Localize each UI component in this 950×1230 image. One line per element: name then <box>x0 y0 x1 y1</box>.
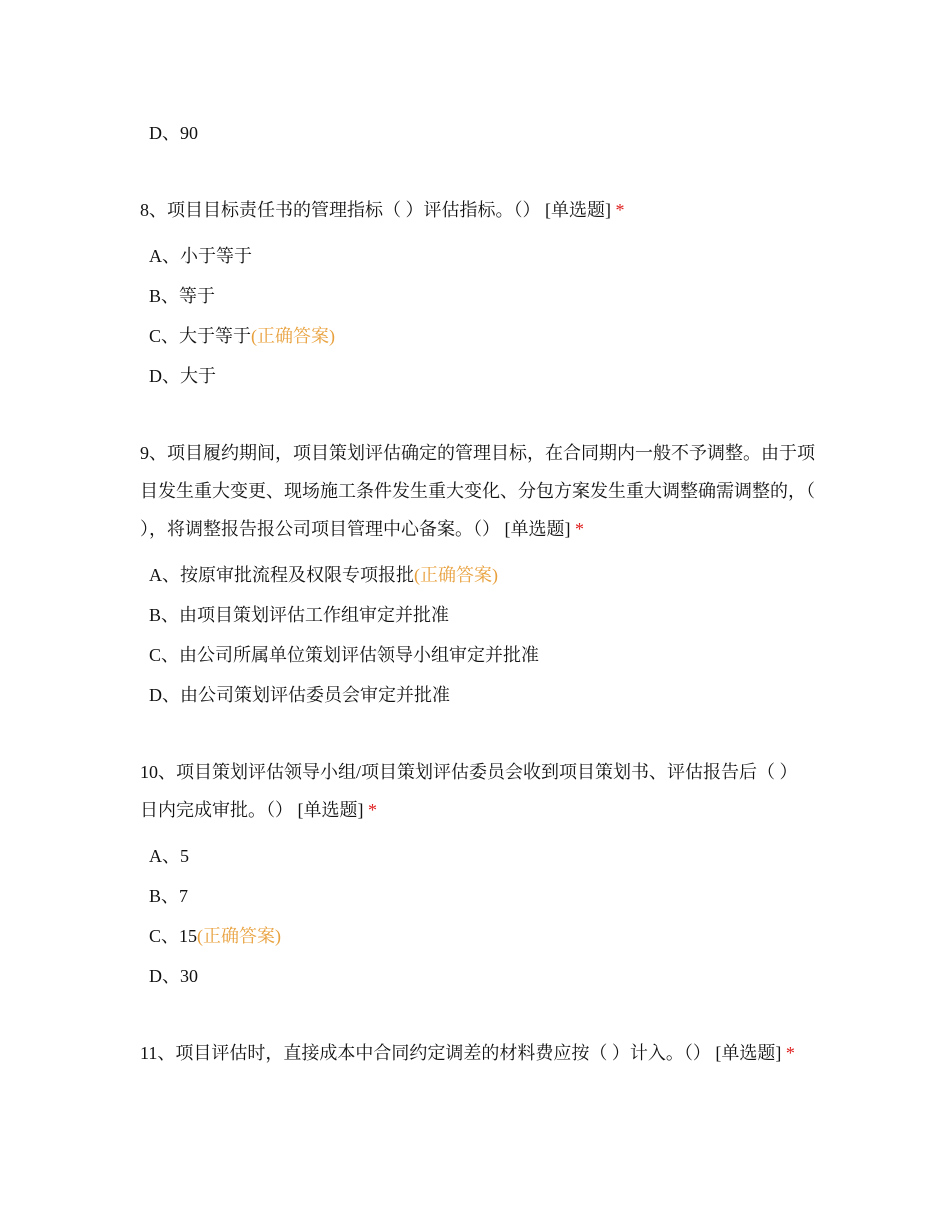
option <box>140 356 815 396</box>
option-text: A、5 <box>149 846 189 866</box>
option-text: B、7 <box>149 886 189 906</box>
option-text: C、由公司所属单位策划评估领导小组审定并批准 <box>149 645 540 665</box>
option-text: B、等于 <box>149 286 216 306</box>
option-text: C、大于等于 <box>149 326 252 346</box>
option-text: A、按原审批流程及权限专项报批 <box>149 565 414 585</box>
option-text: B、由项目策划评估工作组审定并批准 <box>149 605 450 625</box>
correct-answer-marker: (正确答案) <box>414 565 498 585</box>
option <box>140 675 815 715</box>
option-text: D、30 <box>149 966 198 986</box>
option <box>140 956 815 996</box>
option-text: A、小于等于 <box>149 246 252 266</box>
quiz-document <box>140 113 815 1079</box>
required-star: * <box>575 519 584 539</box>
option <box>140 316 815 356</box>
question-text: 11、项目评估时，直接成本中合同约定调差的材料费应按（ ）计入。（） [单选题] <box>140 1043 782 1063</box>
required-star: * <box>368 800 377 820</box>
option-d-previous: D、90 <box>149 123 198 143</box>
required-star: * <box>615 200 625 220</box>
question-8 <box>140 191 815 229</box>
option-text: C、15 <box>149 926 198 946</box>
correct-answer-marker: (正确答案) <box>197 926 282 946</box>
option <box>140 916 815 956</box>
question-11 <box>140 1034 815 1072</box>
option <box>140 555 815 595</box>
option <box>140 276 815 316</box>
question-10 <box>140 753 815 829</box>
correct-answer-marker: (正确答案) <box>251 326 336 346</box>
option <box>140 236 815 276</box>
question-text: 9、项目履约期间，项目策划评估确定的管理目标，在合同期内一般不予调整。由于项目发生重大变更、现场施工条件发生重大变化、分包方案发生重大调整确需调整的，（ ），将调整报告报公司项目管理中心备案。（） [单选题] <box>140 443 815 539</box>
question-9 <box>140 434 815 548</box>
option-text: D、由公司策划评估委员会审定并批准 <box>149 685 450 705</box>
option-text: D、大于 <box>149 366 216 386</box>
required-star: * <box>785 1043 795 1063</box>
option <box>140 635 815 675</box>
question-text: 8、项目目标责任书的管理指标（ ）评估指标。（） [单选题] <box>140 200 611 220</box>
option <box>140 876 815 916</box>
question-text: 10、项目策划评估领导小组/项目策划评估委员会收到项目策划书、评估报告后（ ）日内完成审批。（） [单选题] <box>140 762 798 820</box>
option <box>140 595 815 635</box>
option <box>140 836 815 876</box>
